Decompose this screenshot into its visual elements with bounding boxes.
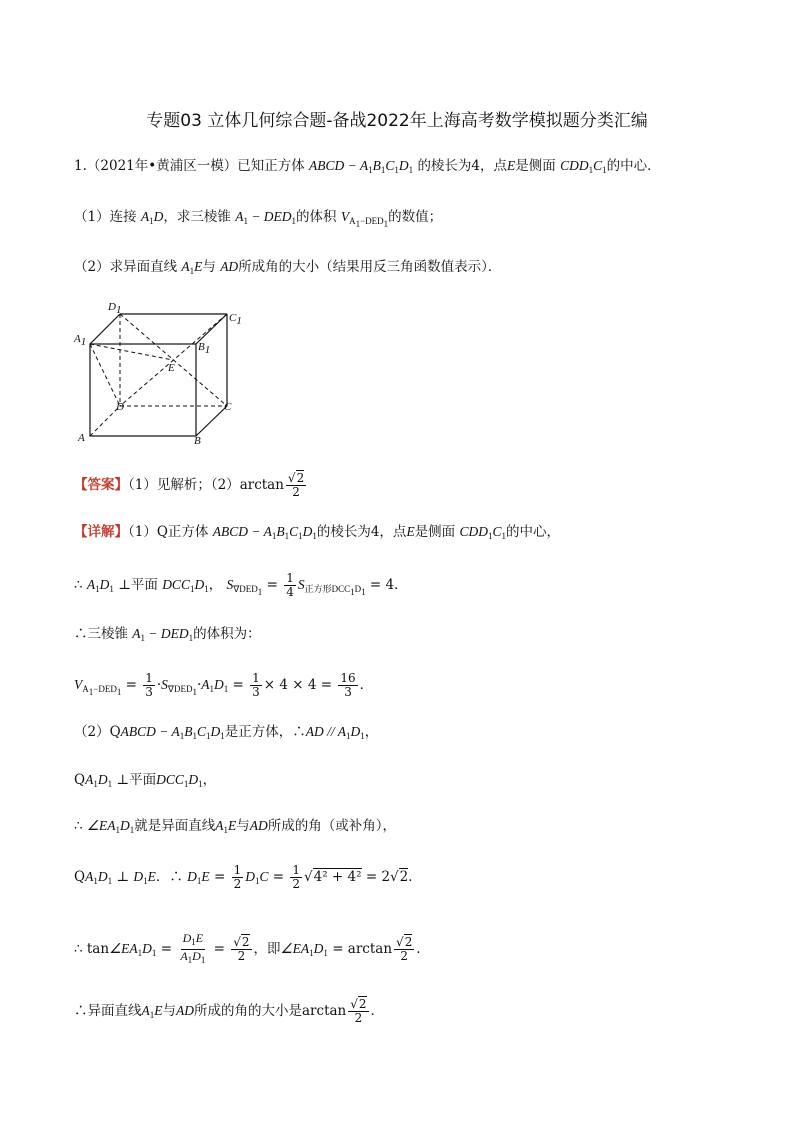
fraction-D1E-A1D1: $\frac{D_1E}{A_1D_1}$: [180, 931, 206, 965]
question-1: [74, 207, 442, 234]
math-D1E: $D_1E$: [133, 869, 156, 886]
math-A1D1: $A_1D_1$: [85, 772, 113, 789]
fraction-1-2b: $\frac{1}{2}$: [292, 863, 301, 891]
label-C: C: [224, 401, 232, 413]
label-B: B: [194, 435, 201, 447]
q1-text: （1）连接: [74, 209, 137, 225]
detail-line-4: $V_{A_1-DED_1}$ = $\frac{1}{3}$ $\cdot S_{\nabla DED_1}\cdot A_1D_1$ = $\frac{1}{3}$ × 4 × 4 = $\frac{16}{3}$ ．: [74, 671, 374, 699]
fraction-16-3: $\frac{16}{3}$: [340, 671, 356, 699]
math-angle: $\angle EA_1D_1$: [86, 818, 135, 835]
detail-text: 是正方体，∴: [224, 724, 306, 740]
detail-text: 是侧面: [414, 524, 456, 540]
label-D1: D1: [108, 301, 122, 316]
math-AD: AD: [249, 818, 268, 833]
detail-text: ，: [364, 724, 379, 740]
math-AD: AD: [176, 1003, 194, 1018]
fraction-1-2: $\frac{1}{2}$: [233, 863, 242, 891]
math-A1D1: $A_1D_1$: [85, 869, 113, 886]
answer-fraction: $\frac{√2}{2}$: [287, 471, 305, 499]
detail-text: 所成的角的大小是arctan: [194, 1003, 347, 1019]
math-A1E: $A_1E$: [215, 818, 237, 835]
math-A1D1: $A_1D_1$: [86, 577, 114, 594]
fraction-sqrt2-2c: $\frac{√2}{2}$: [350, 997, 367, 1025]
q2-text: （2）求异面直线: [74, 259, 178, 275]
detail-line-6: [74, 770, 216, 794]
detail-text: ，: [208, 577, 223, 593]
math-cube: ABCD − $A_1B_1C_1D_1$: [212, 524, 317, 541]
detail-line-1: [74, 522, 560, 546]
detail-text: ．∴: [155, 869, 183, 885]
page-title: 专题03 立体几何综合题-备战2022年上海高考数学模拟题分类汇编: [146, 111, 648, 131]
detail-line-7: [74, 816, 396, 840]
answer-func: arctan: [239, 477, 284, 493]
detail-line-2: ∴ $A_1D_1$ ⊥平面 $DCC_1D_1$， $S_{\nabla DED_1}$ = $\frac{1}{4}$ $S_{正方形DCC_1D_1} = 4$．: [74, 571, 408, 599]
fraction-1-4: $\frac{1}{4}$: [286, 571, 294, 599]
detail-text: ⊥: [116, 869, 130, 885]
seg-A1D: [90, 344, 120, 406]
edge-A1D1: [90, 314, 120, 344]
detail-text: （2）Q: [74, 724, 121, 740]
detail-text: （1）Q正方体: [128, 524, 209, 540]
detail-text: ．: [408, 869, 422, 885]
answer-tag: 【答案】: [74, 477, 128, 493]
stem-text: 的中心．: [606, 158, 661, 174]
detail-text: Q: [74, 772, 86, 788]
stem-text: 已知正方体: [237, 158, 305, 174]
math-AD: AD: [220, 259, 239, 274]
math-cube: ABCD − $A_1B_1C_1D_1$: [309, 158, 414, 175]
answer-line: [74, 472, 308, 499]
math-plane: $DCC_1D_1$: [162, 577, 209, 594]
detail-text: ⊥平面: [116, 772, 157, 788]
math-face: $CDD_1C_1$: [459, 524, 507, 541]
detail-line-8: $QA_1D_1$ ⊥ $D_1E$．∴ $D_1E$ = $\frac{1}{2}$ $D_1C$ = $\frac{1}{2}$ √4² + 4² = 2√2．: [74, 863, 422, 891]
detail-text: ，: [202, 772, 217, 788]
math-plane: $DCC_1D_1$: [156, 772, 203, 789]
seg-A1E: [90, 344, 173, 360]
detail-text: = 4．: [369, 577, 408, 593]
math-E: E: [507, 158, 516, 173]
math-pyramid: $A_1 - DED_1$: [132, 626, 194, 643]
detail-text: 就是异面直线: [134, 818, 216, 834]
question-2: [74, 257, 501, 281]
front-face: [90, 344, 196, 436]
q1-text: 的体积: [296, 209, 337, 225]
detail-line-5: [74, 722, 378, 746]
math-area-square: $S_{正方形DCC_1D_1}$: [297, 577, 366, 597]
problem-stem: [74, 156, 661, 180]
detail-line-3: [74, 624, 261, 648]
math-angle: $\angle EA_1D_1$: [109, 941, 157, 958]
detail-text: 与: [162, 1003, 176, 1019]
label-E: E: [168, 362, 175, 374]
fraction-1-3: $\frac{1}{3}$: [145, 671, 153, 699]
math-volume: $V_{A_1-DED_1}$: [74, 677, 122, 697]
q1-text: ，求三棱锥: [163, 209, 231, 225]
problem-source: （2021年•黄浦区一模）: [86, 158, 238, 174]
fraction-sqrt2-2b: $\frac{√2}{2}$: [396, 935, 413, 963]
math-A1E: $A_1E$: [181, 259, 203, 276]
math-area: $S_{\nabla DED_1}$: [226, 577, 263, 597]
sqrt-expr: 4² + 4²: [313, 869, 362, 885]
detail-text: Q: [74, 869, 86, 885]
math-A1D: $A_1D$: [140, 209, 164, 226]
detail-text: ⊥平面: [118, 577, 158, 593]
math-pyramid: $A_1 - DED_1$: [235, 209, 297, 226]
cube-figure: [72, 297, 248, 447]
detail-text: ∴异面直线: [74, 1003, 142, 1019]
detail-tag: 【详解】: [74, 524, 128, 540]
label-A: A: [78, 432, 85, 444]
edge-B1C1: [196, 314, 227, 344]
label-D: D: [116, 401, 124, 413]
fraction-1-3b: $\frac{1}{3}$: [252, 671, 260, 699]
detail-text: 与: [236, 818, 250, 834]
detail-text: ∴三棱锥: [74, 626, 128, 642]
q2-text: 与: [202, 259, 216, 275]
label-C1: C1: [229, 312, 242, 327]
math-parallel: AD // $A_1D_1$: [305, 724, 365, 741]
detail-line-10: ∴异面直线$A_1E$与AD所成的角的大小是arctan $\frac{√2}{2}$ ．: [74, 997, 385, 1025]
math-face: $CDD_1C_1$: [560, 158, 607, 175]
math-volume: $V_{A_1-DED_1}$: [340, 209, 389, 229]
stem-text: 的棱长为4，点: [417, 158, 508, 174]
detail-text: 所成的角（或补角），: [267, 818, 396, 834]
edge-BC: [196, 406, 227, 436]
math-E: E: [406, 524, 415, 539]
detail-text: ∴: [74, 577, 83, 593]
q2-text: 所成角的大小（结果用反三角函数值表示）．: [238, 259, 502, 275]
problem-number: 1.: [74, 158, 87, 174]
detail-text: 的棱长为4，点: [316, 524, 407, 540]
detail-line-9: ∴ $\tan\angle EA_1D_1$ = $\frac{D_1E}{A_1D_1}$ = $\frac{√2}{2}$ ，即$\angle EA_1D_1 = \arctan$ $\frac{√2}{2}$ ．: [74, 931, 430, 965]
q1-text: 的数值；: [388, 209, 443, 225]
detail-text: ，即: [253, 941, 281, 957]
answer-text: （1）见解析；（2）: [128, 477, 240, 493]
detail-text: 的中心，: [506, 524, 561, 540]
detail-text: ∴: [74, 818, 83, 834]
detail-text: ∴ tan: [74, 941, 110, 957]
math-A1E: $A_1E$: [141, 1003, 163, 1020]
label-A1: A1: [74, 333, 87, 348]
fraction-sqrt2-2: $\frac{√2}{2}$: [233, 935, 250, 963]
label-B1: B1: [198, 341, 211, 356]
detail-text: 的体积为：: [193, 626, 261, 642]
stem-text: 是侧面: [515, 158, 556, 174]
math-cube: ABCD − $A_1B_1C_1D_1$: [120, 724, 225, 741]
